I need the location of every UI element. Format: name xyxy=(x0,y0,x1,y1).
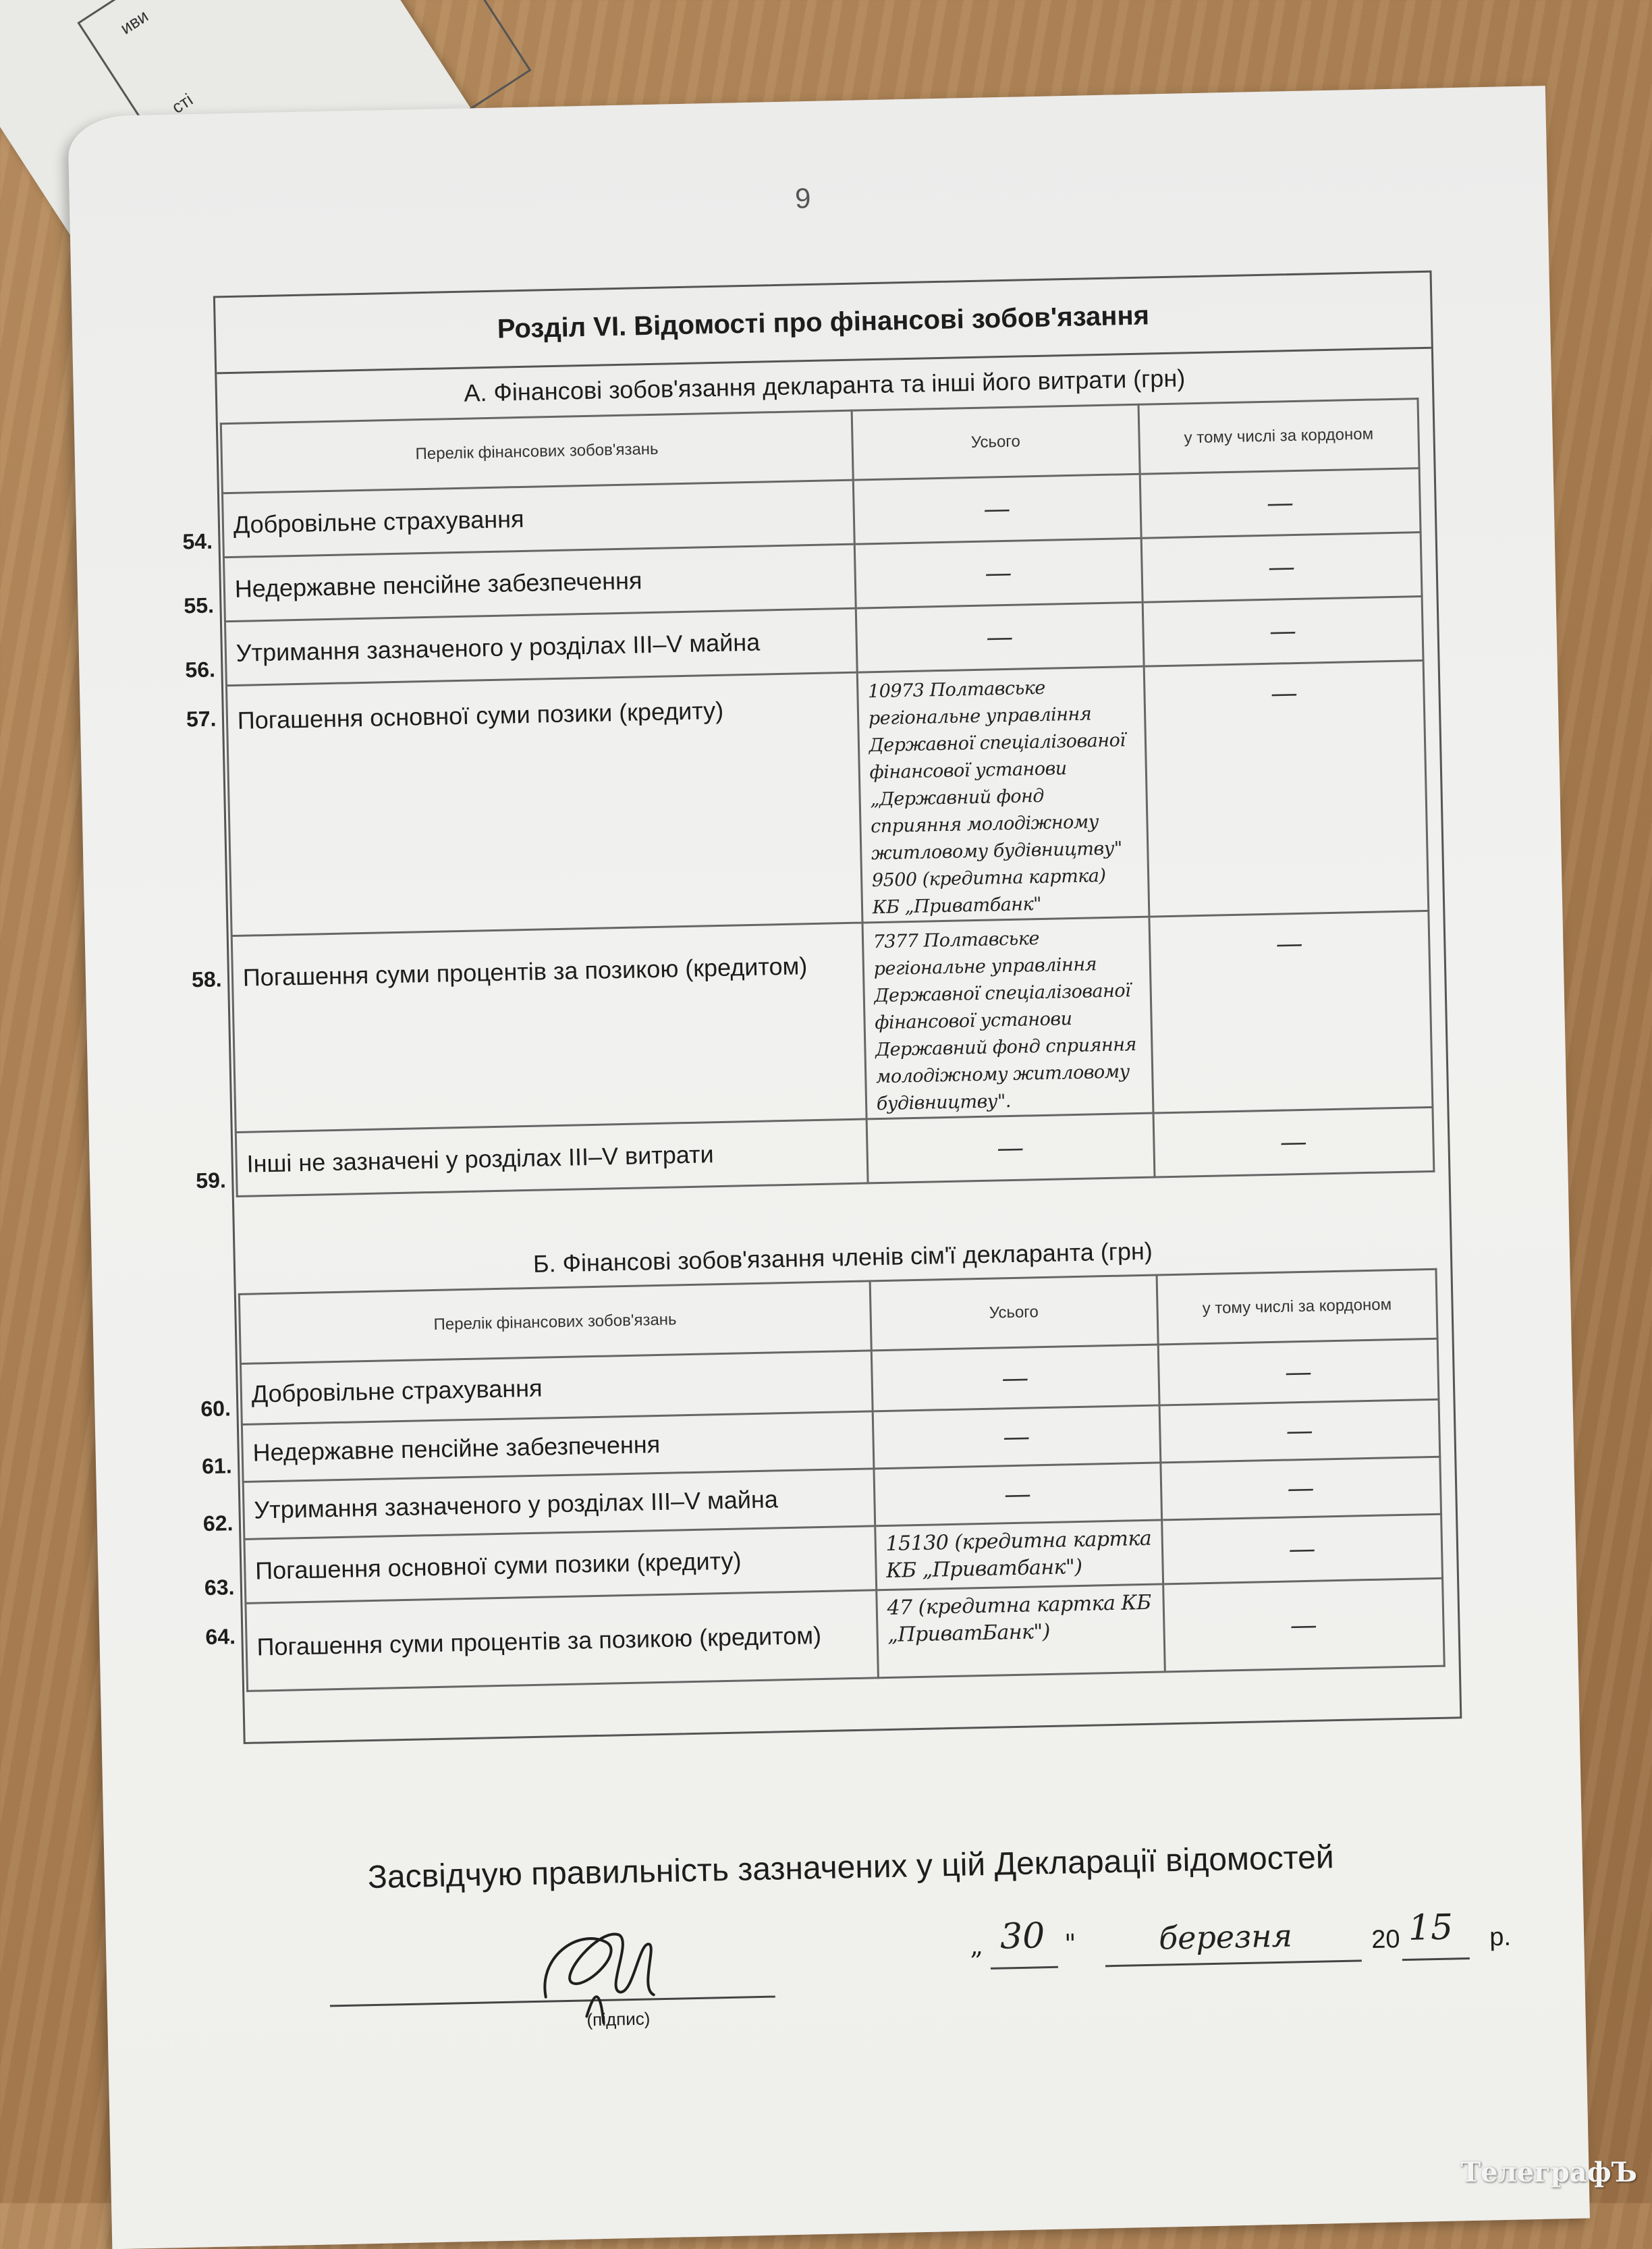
watermark-logo: ТелеграфЪ xyxy=(1460,2157,1637,2188)
row-total: — xyxy=(866,1113,1155,1183)
month-line xyxy=(1105,1959,1362,1967)
declaration-page xyxy=(67,86,1590,2249)
row-name: Погашення основної суми позики (кредиту) xyxy=(244,1526,877,1604)
row-number: 55. xyxy=(184,593,215,618)
table-row xyxy=(176,661,1429,938)
handwritten-total: 15130 (кредитна картка КБ „Приватбанк") xyxy=(885,1526,1152,1583)
year-prefix: 20 xyxy=(1371,1925,1400,1955)
row-total: — xyxy=(873,1405,1161,1469)
under-sheet-text-1: иви xyxy=(116,5,152,38)
row-name: Утримання зазначеного у розділах III–V майна xyxy=(243,1469,875,1540)
row-number: 56. xyxy=(185,657,216,682)
row-abroad: — xyxy=(1161,1457,1441,1520)
handwritten-day: 30 xyxy=(999,1916,1045,1957)
handwritten-total: 47 (кредитна картка КБ „ПриватБанк") xyxy=(887,1590,1152,1647)
handwritten-year: 15 xyxy=(1408,1907,1454,1949)
header-list: Перелік фінансових зобов'язань xyxy=(221,410,853,493)
row-name: Погашення суми процентів за позикою (кредитом) xyxy=(231,923,866,1133)
row-total: — xyxy=(854,538,1142,608)
header-total: Усього xyxy=(870,1275,1158,1351)
attestation-text: Засвідчую правильність зазначених у цій Декларації відомостей xyxy=(367,1839,1335,1896)
day-line xyxy=(991,1966,1058,1970)
row-abroad: — xyxy=(1149,911,1433,1113)
row-number: 59. xyxy=(195,1167,227,1193)
row-abroad: — xyxy=(1158,1338,1439,1405)
row-abroad: — xyxy=(1153,1107,1434,1177)
under-sheet-text-2: сті xyxy=(167,89,196,118)
part-b-table xyxy=(189,1268,1446,1693)
handwritten-month: березня xyxy=(1158,1917,1293,1957)
date-open-quote: „ xyxy=(969,1930,984,1961)
row-number: 58. xyxy=(191,966,222,992)
row-number: 64. xyxy=(205,1623,236,1649)
row-abroad: — xyxy=(1163,1578,1444,1672)
page-number: 9 xyxy=(794,182,811,215)
row-name: Інші не зазначені у розділах III–V витрати xyxy=(236,1119,868,1197)
row-abroad: — xyxy=(1159,1399,1440,1463)
table-row xyxy=(182,911,1433,1133)
row-number: 54. xyxy=(182,529,213,554)
row-number: 57. xyxy=(186,706,217,731)
header-total: Усього xyxy=(852,404,1140,480)
row-name: Погашення суми процентів за позикою (кредитом) xyxy=(246,1590,878,1691)
section-frame xyxy=(182,271,1462,1744)
date-close-quote: " xyxy=(1064,1928,1077,1959)
year-line xyxy=(1402,1957,1470,1961)
row-name: Утримання зазначеного у розділах III–V майна xyxy=(225,608,857,686)
row-number: 62. xyxy=(202,1510,233,1536)
row-total: — xyxy=(856,602,1144,672)
row-number: 60. xyxy=(200,1395,231,1421)
row-name: Погашення основної суми позики (кредиту) xyxy=(226,672,862,936)
row-abroad: — xyxy=(1144,661,1429,917)
row-number: 63. xyxy=(204,1574,235,1600)
handwritten-total: 10973 Полтавське регіональне управління Державної спеціалізованої фінансової установи „Державний фонд сприяння молодіжному житловому будівництву" 9500 (кредитна картка) КБ „Приватбанк" xyxy=(867,677,1126,919)
row-total: — xyxy=(853,474,1141,544)
signature-caption: (підпис) xyxy=(586,2008,651,2030)
row-name: Недержавне пенсійне забезпечення xyxy=(223,544,856,622)
row-total: — xyxy=(874,1463,1162,1526)
header-abroad: у тому числі за кордоном xyxy=(1138,399,1419,475)
row-total: — xyxy=(871,1345,1159,1411)
row-abroad: — xyxy=(1142,597,1423,667)
row-name: Добровільне страхування xyxy=(222,480,854,558)
row-name: Добровільне страхування xyxy=(240,1351,873,1425)
section-title: Розділ VI. Відомості про фінансові зобов'язання xyxy=(215,273,1431,375)
handwritten-total: 7377 Полтавське регіональне управління Державної спеціалізованої фінансової установи Державний фонд сприяння молодіжному житловому будівництву". xyxy=(873,928,1137,1115)
part-a-title: А. Фінансові зобов'язання декларанта та інші його витрати (грн) xyxy=(464,364,1186,407)
part-a-table xyxy=(171,398,1435,1198)
row-name: Недержавне пенсійне забезпечення xyxy=(242,1411,873,1482)
row-abroad: — xyxy=(1140,468,1421,539)
header-list: Перелік фінансових зобов'язань xyxy=(239,1281,871,1364)
part-b-title: Б. Фінансові зобов'язання членів сім'ї декларанта (грн) xyxy=(532,1237,1153,1278)
row-abroad: — xyxy=(1161,1514,1442,1584)
row-abroad: — xyxy=(1141,533,1422,603)
year-end: р. xyxy=(1489,1922,1512,1952)
row-number: 61. xyxy=(201,1453,232,1478)
header-abroad: у тому числі за кордоном xyxy=(1157,1269,1437,1345)
